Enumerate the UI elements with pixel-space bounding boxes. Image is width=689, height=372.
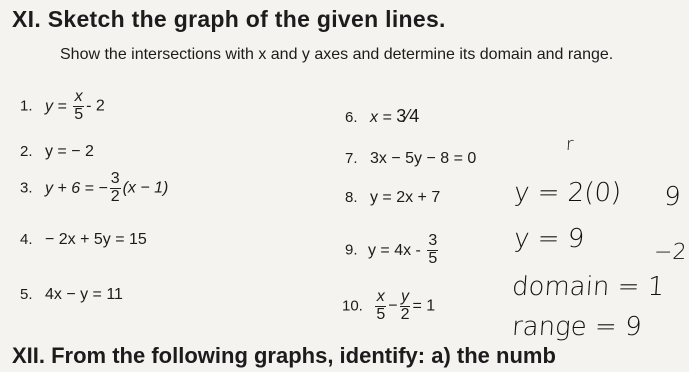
problem-7: 7. 3x − 5y − 8 = 0 xyxy=(345,150,477,167)
fraction-y-over-2: $\frac{y}{2}$ xyxy=(400,288,410,323)
fraction-3-over-5: $\frac{3}{5}$ xyxy=(428,232,438,267)
problem-5: 5. 4x − y = 11 xyxy=(20,286,123,303)
problem-6: 6. x = 3⁄4 xyxy=(345,106,420,126)
problem-3: 3. y + 6 = − $\frac{3}{2}$ (x − 1) xyxy=(20,170,169,205)
problem-1: 1. y = $\frac{x}{5}$ - 2 xyxy=(20,88,105,123)
fraction-x-over-5: $\frac{x}{5}$ xyxy=(74,88,84,123)
handwritten-margin-nine: 9 xyxy=(662,182,682,212)
fraction-3-over-2: $\frac{3}{2}$ xyxy=(110,170,120,205)
problem-9: 9. y = 4x - $\frac{3}{5}$ xyxy=(345,232,438,267)
fraction-x-over-5: $\frac{x}{5}$ xyxy=(376,288,386,323)
next-section-title: XII. From the following graphs, identify: a) the numb xyxy=(12,343,556,368)
instructions: Show the intersections with x and y axes and determine its domain and range. xyxy=(60,46,614,63)
handwritten-range: range = 9 xyxy=(510,312,643,342)
handwritten-margin-neg: −2 xyxy=(653,240,688,265)
handwritten-y9: y = 9 xyxy=(512,224,586,254)
problem-4: 4. − 2x + 5y = 15 xyxy=(20,231,147,248)
section-title: XI. Sketch the graph of the given lines. xyxy=(12,6,446,32)
handwritten-tick: r xyxy=(565,134,575,155)
handwritten-domain: domain = 1 xyxy=(510,272,666,302)
problem-8: 8. y = 2x + 7 xyxy=(345,189,441,206)
handwritten-y-eq: y = 2(0) xyxy=(512,178,623,208)
problem-10: 10. $\frac{x}{5}$ − $\frac{y}{2}$ = 1 xyxy=(342,288,436,323)
problem-2: 2. y = − 2 xyxy=(20,143,94,160)
